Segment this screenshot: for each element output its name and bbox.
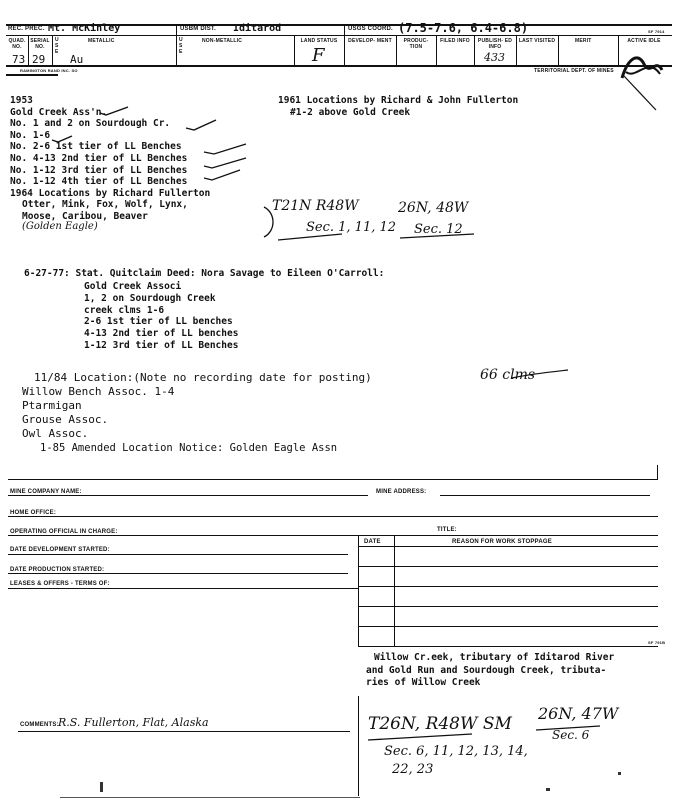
line-sourdough: No. 1 and 2 on Sourdough Cr. xyxy=(10,118,171,130)
rec-prec-value: Mt. McKinley xyxy=(48,23,121,34)
divider xyxy=(558,35,559,65)
deed-line: 4-13 2nd tier of LL benches xyxy=(84,328,239,340)
hand-26n-48w: 26N, 48W xyxy=(398,200,469,216)
reason-col-label: REASON FOR WORK STOPPAGE xyxy=(452,539,552,545)
grid-line xyxy=(358,586,658,587)
usgs-coord-label: USGS COORD. xyxy=(348,26,393,32)
rule xyxy=(18,731,350,732)
grid-line xyxy=(358,696,359,796)
check-mark-icon xyxy=(50,134,80,148)
col-active-idle: ACTIVE IDLE xyxy=(627,38,661,44)
col-last-visited: LAST VISITED xyxy=(518,38,556,44)
home-office-label: HOME OFFICE: xyxy=(10,510,57,516)
row-marker-s1: S xyxy=(55,43,59,49)
willow-line: ries of Willow Creek xyxy=(366,677,481,688)
grid-line xyxy=(358,566,658,567)
deed-line: 1, 2 on Sourdough Creek xyxy=(84,292,216,304)
loc-line: Ptarmigan xyxy=(22,399,82,412)
rule xyxy=(8,588,358,589)
golden-eagle-note: (Golden Eagle) xyxy=(22,221,98,232)
usgs-coord-value: (7.5-7.6, 6.4-6.8) xyxy=(398,21,529,35)
deed-line: Gold Creek Associ xyxy=(84,281,182,292)
grid-line xyxy=(358,535,359,647)
col-serial-no: SERIAL NO. xyxy=(30,38,50,50)
line-1964: 1964 Locations by Richard Fullerton xyxy=(10,187,211,199)
divider xyxy=(436,35,437,65)
metallic-value: Au xyxy=(70,53,84,66)
deed-line: 2-6 1st tier of LL benches xyxy=(84,316,233,328)
hand-66-claims: 66 clms xyxy=(480,367,536,383)
check-marks-icon xyxy=(98,105,138,201)
date-col-label: DATE xyxy=(364,539,381,545)
col-filed-info: FILED INFO xyxy=(440,38,470,44)
form-number-bottom: SF 791B xyxy=(648,640,666,645)
divider xyxy=(516,35,517,65)
right-locations-block xyxy=(278,95,518,118)
check-marks-icon xyxy=(200,142,270,202)
rule xyxy=(358,546,658,547)
line-1953: 1953 xyxy=(10,95,33,106)
scan-artifact xyxy=(546,788,550,791)
underline-stroke-icon xyxy=(366,730,476,744)
hand-26n-47w: 26N, 47W xyxy=(538,704,619,723)
deed-block xyxy=(84,281,238,352)
col-quad-no: QUAD. NO. xyxy=(8,38,26,50)
line-4th-tier: No. 1-12 4th tier of LL Benches xyxy=(10,176,188,188)
scan-artifact xyxy=(618,772,621,775)
leases-label: LEASES & OFFERS - TERMS OF: xyxy=(10,581,110,587)
underline-stroke-icon xyxy=(534,724,604,734)
underline-stroke-icon xyxy=(276,232,346,242)
hand-t21n: T21N R48W xyxy=(272,198,359,214)
line-no-1-6: No. 1-6 xyxy=(10,129,51,141)
header-rule-bottom xyxy=(6,65,672,67)
scan-artifact xyxy=(100,782,103,792)
row-marker-s2: S xyxy=(179,43,183,49)
serial-no-value: 29 xyxy=(32,53,46,66)
line-above-gold-creek: #1-2 above Gold Creek xyxy=(290,106,411,118)
comments-value: R.S. Fullerton, Flat, Alaska xyxy=(58,716,209,729)
willow-line: Willow Cr.eek, tributary of Iditarod River xyxy=(374,652,615,663)
col-production: PRODUC- TION xyxy=(403,38,429,50)
line-1st-tier: No. 2-6 1st tier of LL Benches xyxy=(10,141,182,153)
date-dev-label: DATE DEVELOPMENT STARTED: xyxy=(10,547,110,553)
printer-mark: RAMINGTON RAND INC. SO xyxy=(20,68,78,73)
comments-label: COMMENTS: xyxy=(20,722,59,728)
hand-sec-12: Sec. 12 xyxy=(414,222,463,237)
date-prod-label: DATE PRODUCTION STARTED: xyxy=(10,567,105,573)
rule xyxy=(8,495,368,496)
value-underline xyxy=(6,74,58,76)
divider xyxy=(176,35,177,65)
willow-creek-block xyxy=(366,652,614,690)
rec-prec-label: REC. PREC. xyxy=(8,26,45,32)
row-marker-e2: E xyxy=(179,49,183,55)
line-3rd-tier: No. 1-12 3rd tier of LL Benches xyxy=(10,164,188,176)
amended-notice: 1-85 Amended Location Notice: Golden Eagle Assn xyxy=(40,442,338,454)
line-2nd-tier: No. 4-13 2nd tier of LL Benches xyxy=(10,152,188,164)
deed-line: 1-12 3rd tier of LL Benches xyxy=(84,339,239,351)
hand-sec-list: Sec. 6, 11, 12, 13, 14, xyxy=(384,744,528,759)
divider xyxy=(344,35,345,65)
line-animals-1: Otter, Mink, Fox, Wolf, Lynx, xyxy=(22,199,188,211)
quad-no-value: 73 xyxy=(12,53,26,66)
rule xyxy=(440,495,650,496)
loc-line: Grouse Assoc. xyxy=(22,413,109,426)
hand-22-23: 22, 23 xyxy=(392,762,434,777)
hand-sec-6: Sec. 6 xyxy=(552,728,590,742)
loc-line: 11/84 Location:(Note no recording date for posting) xyxy=(34,371,372,384)
rule xyxy=(8,573,348,574)
published-info-value: 433 xyxy=(484,51,505,64)
row-marker-u2: U xyxy=(179,37,183,43)
deed-line: creek clms 1-6 xyxy=(84,304,165,316)
col-development: DEVELOP- MENT xyxy=(348,38,392,44)
header-rule-mid xyxy=(6,35,672,36)
divider xyxy=(52,35,53,65)
usgs-dist-value: Iditarod xyxy=(233,23,282,34)
mine-address-label: MINE ADDRESS: xyxy=(376,489,427,495)
deed-heading: 6-27-77: Stat. Quitclaim Deed: Nora Savage to Eileen O'Carroll: xyxy=(24,268,385,279)
divider xyxy=(474,35,475,65)
divider xyxy=(28,35,29,65)
row-marker-e1: E xyxy=(55,49,59,55)
line-gold-creek: Gold Creek Ass'n. xyxy=(10,106,108,118)
line-animals-2: Moose, Caribou, Beaver xyxy=(22,210,148,222)
title-label: TITLE: xyxy=(437,527,457,533)
line-1961: 1961 Locations by Richard & John Fullerton xyxy=(278,95,519,106)
diagonal-mark-icon xyxy=(620,74,660,114)
hand-sec-1-11-12: Sec. 1, 11, 12 xyxy=(306,220,397,235)
grid-line xyxy=(358,606,658,607)
grid-line xyxy=(394,535,395,647)
grid-line xyxy=(358,646,658,647)
operating-official-label: OPERATING OFFICIAL IN CHARGE: xyxy=(10,529,118,535)
underline-stroke-icon xyxy=(398,232,478,242)
territorial-dept: TERRITORIAL DEPT. OF MINES xyxy=(534,68,614,74)
land-status-value: F xyxy=(312,45,325,66)
form-number-top: SF 7914 xyxy=(648,29,665,34)
loc-line: Owl Assoc. xyxy=(22,427,89,440)
loc-line: Willow Bench Assoc. 1-4 xyxy=(22,385,175,398)
location-block xyxy=(22,371,372,441)
col-land-status: LAND STATUS xyxy=(300,38,338,44)
col-merit: MERIT xyxy=(575,38,592,44)
divider xyxy=(396,35,397,65)
hand-t26n: T26N, R48W SM xyxy=(368,714,512,734)
willow-line: and Gold Run and Sourdough Creek, tributa- xyxy=(366,664,607,676)
rule xyxy=(8,535,658,536)
usgs-dist-label: USBM DIST. xyxy=(180,26,217,32)
body-rule-edge xyxy=(657,465,658,480)
col-non-metallic: NON-METALLIC xyxy=(202,38,243,44)
row-marker-u1: U xyxy=(55,37,59,43)
col-metallic: METALLIC xyxy=(88,38,115,44)
rule xyxy=(8,554,348,555)
mine-company-label: MINE COMPANY NAME: xyxy=(10,489,82,495)
bottom-edge-rule xyxy=(60,797,360,798)
col-published-info: PUBLISH- ED INFO xyxy=(477,38,513,50)
grid-line xyxy=(358,626,658,627)
rule xyxy=(8,516,658,517)
body-rule xyxy=(8,479,658,480)
divider xyxy=(294,35,295,65)
underline-stroke-icon xyxy=(510,368,570,382)
